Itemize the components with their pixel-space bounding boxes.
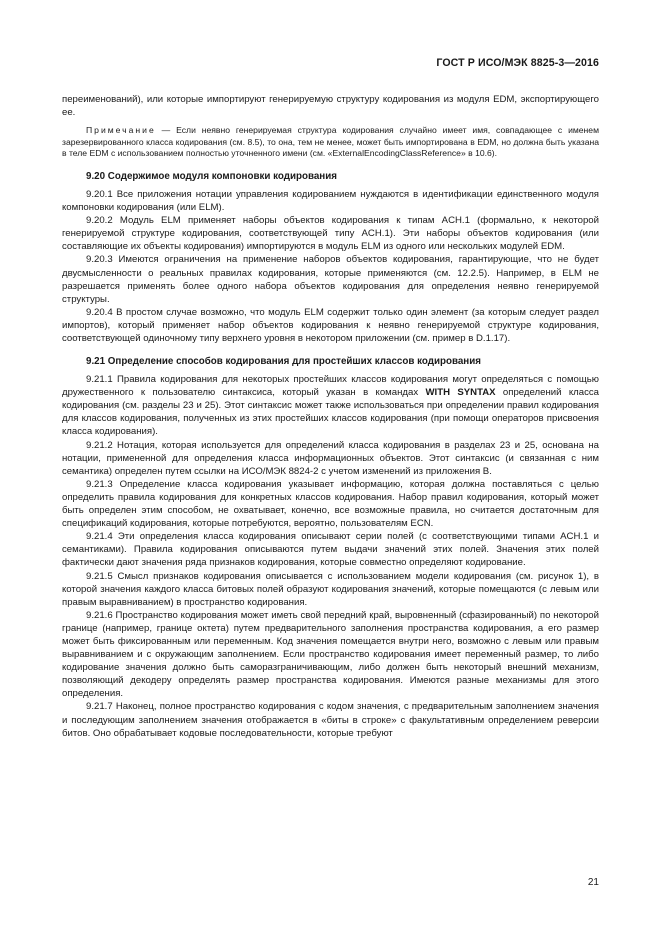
section-heading-9-20: 9.20 Содержимое модуля компоновки кодирования xyxy=(86,170,337,182)
paragraph-9-20-4: 9.20.4 В простом случае возможно, что модуль ELM содержит только один элемент (за которым следует раздел импортов), который применяет набор объектов кодирования к неявно генерируемой структуре кодирования, соответствующей одиночному типу верхнего уровня в некотором приложении (см. пример в D.1.17). xyxy=(62,306,599,344)
section-heading-9-21: 9.21 Определение способов кодирования для простейших классов кодирования xyxy=(86,356,481,368)
page-content xyxy=(62,93,599,740)
with-syntax-keyword: WITH SYNTAX xyxy=(425,387,496,399)
paragraph-9-21-5: 9.21.5 Смысл признаков кодирования описывается с использованием модели кодирования (см. рисунок 1), в которой значения каждого класса битовых полей образуют кодирования значений, которые помещаются (с левым или правым выравниванием) в пространство кодирования. xyxy=(62,570,599,608)
paragraph-9-21-6: 9.21.6 Пространство кодирования может иметь свой передний край, выровненный (сфазированный) по некоторой границе (например, границе октета) путем предварительного заполнения пространства кодирования, а его размер может быть фиксированным или переменным. Код значения помещается внутри него, возможно с левым или правым выравниванием и с окружающим заполнением. Если пространство кодирования имеет переменный размер, то либо кодирование значения должно быть саморазграничивающим, либо должен быть некоторый внешний механизм, позволяющий декодеру определять размер пространства кодирования. Имеются разные механизмы для этого определения. xyxy=(62,609,599,700)
paragraph-9-20-3: 9.20.3 Имеются ограничения на применение наборов объектов кодирования, гарантирующие, что не будет двусмысленности о реальных правилах кодирования, которые применяются (см. 12.2.5). Например, в ELM не разрешается применять более одного набора объектов кодирования для определения неявно генерируемой структуры. xyxy=(62,254,599,305)
paragraph-9-20-1: 9.20.1 Все приложения нотации управления кодированием нуждаются в идентификации единственного модуля компоновки кодирования (или ELM). xyxy=(62,188,599,214)
intro-paragraph: переименований), или которые импортируют генерируемую структуру кодирования из модуля EDM, экспортирующего ее. xyxy=(62,94,599,119)
paragraph-9-21-1-end: определений класса кодирования (см. разделы 23 и 25). Этот синтаксис может также использоваться при определении правил кодирования для классов кодирования, полученных из этих простейших классов кодирования (при помощи операторов присвоения класса кодирования). xyxy=(62,387,599,438)
paragraph-9-21-1 xyxy=(62,373,599,438)
page-number: 21 xyxy=(587,877,599,888)
paragraph-9-21-4: 9.21.4 Эти определения класса кодирования описывают серии полей (с соответствующими типами ACH.1 и семантиками). Правила кодирования описываются путем выдачи значений этих полей. Значения этих полей фактически дают значения ряда признаков кодирования, которые совместно определяют кодирование. xyxy=(62,531,599,569)
paragraph-9-21-1-start: 9.21.1 Правила кодирования для некоторых простейших классов кодирования могут определяться с помощью дружественного к пользователю синтаксиса, который указан в командах xyxy=(62,374,599,399)
note-label: Примечание xyxy=(86,125,156,136)
note-text: — Если неявно генерируемая структура кодирования случайно имеет имя, совпадающее с именем зарезервированного класса кодирования (см. 8.5), то она, тем не менее, может быть импортирована в EDM, но должна быть указана в теле EDM с использованием полностью уточненного имени (см. «ExternalEncodingClassReference» в 10.6). xyxy=(62,125,599,159)
paragraph-9-21-2: 9.21.2 Нотация, которая используется для определений класса кодирования в разделах 23 и 25, основана на нотации, примененной для определения класса информационных объектов. Этот синтаксис (и связанная с ним семантика) определен путем ссылки на ИСО/МЭК 8824-2 с учетом изменений из приложения B. xyxy=(62,439,599,477)
paragraph-9-20-2: 9.20.2 Модуль ELM применяет наборы объектов кодирования к типам ACH.1 (формально, к некоторой генерируемой структуре кодирования, соответствующей типу ACH.1). Эти наборы объектов кодирования (или составляющие их объекты кодирования) импортируются в модуль ELM из одного или нескольких модулей EDM. xyxy=(62,215,599,253)
note-paragraph xyxy=(62,125,599,160)
paragraph-9-21-3: 9.21.3 Определение класса кодирования указывает информацию, которая должна поставляться с целью определить правила кодирования для конкретных классов кодирования. Набор правил кодирования, который может быть определен этим способом, не охватывает, конечно, все возможные правила, но считается достаточным для спецификаций кодирования, которые потребуются, вероятно, пользователям ECN. xyxy=(62,478,599,530)
paragraph-9-21-7: 9.21.7 Наконец, полное пространство кодирования с кодом значения, с предварительным заполнением значения и последующим заполнением значения отображается в «биты в строке» с факультативным определением реверсии битов. Оно обрабатывает кодовые последовательности, которые требуют xyxy=(62,701,599,739)
document-header: ГОСТ Р ИСО/МЭК 8825-3—2016 xyxy=(436,57,599,69)
